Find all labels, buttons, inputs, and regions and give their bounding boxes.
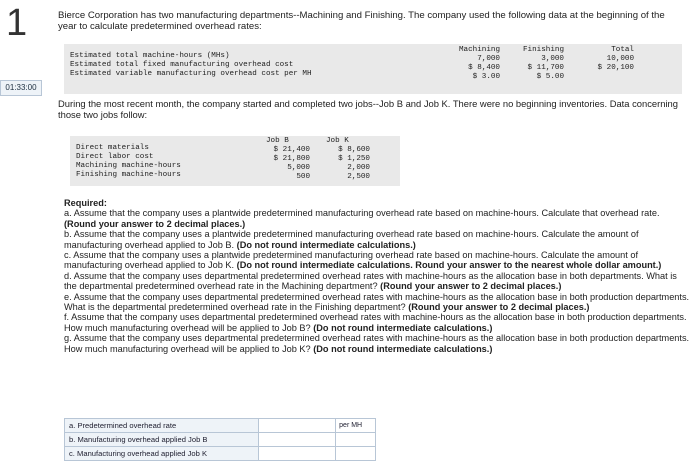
table2-label: Machining machine-hours	[76, 162, 181, 170]
table1-cell: $ 3.00	[472, 73, 500, 81]
table2-cell: 500	[296, 173, 310, 181]
table2-col-job-k	[326, 137, 370, 182]
intro-text: Bierce Corporation has two manufacturing departments--Machining and Finishing. The company used the following data at the beginning of the year to calculate predetermined overhead rates:	[58, 10, 665, 32]
table1-cell: 3,000	[541, 55, 564, 63]
table1-cell: $ 20,100	[597, 64, 634, 72]
answer-unit	[336, 433, 375, 446]
answer-unit: per MH	[339, 422, 363, 429]
table2-label: Direct labor cost	[76, 153, 154, 161]
answer-label: b. Manufacturing overhead applied Job B	[65, 433, 259, 446]
answer-row-b	[65, 433, 375, 447]
table2-cell: 2,000	[347, 164, 370, 172]
table1-label: Estimated total fixed manufacturing overhead cost	[70, 61, 294, 69]
required-item-c	[64, 250, 692, 271]
jobs-data-table	[70, 136, 400, 186]
answer-row-a	[65, 419, 375, 433]
table2-cell: 5,000	[287, 164, 310, 172]
answer-label: c. Manufacturing overhead applied Job K	[65, 447, 259, 460]
table1-cell: $ 11,700	[527, 64, 564, 72]
table1-cell: $ 8,400	[468, 64, 500, 72]
required-item-text: e. Assume that the company uses departmental predetermined overhead rates with machine-hours as the allocation base in both production departments. What is the departmental predetermined overhead rate in the Finishing department?	[64, 291, 690, 313]
table1-header: Machining	[458, 46, 500, 54]
table1-header: Finishing	[522, 46, 564, 54]
table1-cell: $ 5.00	[536, 73, 564, 81]
table1-cell: 7,000	[477, 55, 500, 63]
required-item-e	[64, 292, 692, 313]
required-item-f	[64, 312, 692, 333]
required-item-note: (Round your answer to 2 decimal places.)	[380, 281, 562, 292]
table2-header: Job K	[326, 137, 349, 145]
answer-input-c[interactable]	[259, 447, 336, 460]
required-item-note: (Do not round intermediate calculations.)	[236, 239, 416, 250]
answer-input-b[interactable]	[259, 433, 336, 446]
table1-label: Estimated variable manufacturing overhead cost per MH	[70, 70, 312, 78]
timer-badge: 01:33:00	[0, 80, 42, 96]
table1-col-total	[588, 46, 634, 73]
required-item-b	[64, 229, 692, 250]
required-item-a	[64, 208, 692, 229]
required-item-note: (Do not round intermediate calculations.)	[313, 343, 493, 354]
required-item-note: (Round your answer to 2 decimal places.)	[408, 302, 590, 313]
jobs-intro-text: During the most recent month, the company started and completed two jobs--Job B and Job K. There were no beginning inventories. Data concerning those two jobs follow:	[58, 98, 678, 120]
table2-col-job-b	[266, 137, 310, 182]
table2-label: Direct materials	[76, 144, 149, 152]
required-item-text: d. Assume that the company uses departmental predetermined overhead rates with machine-hours as the allocation base in both departments. What is the departmental predetermined overhead rate in the Machining department?	[64, 270, 677, 292]
table2-cell: 2,500	[347, 173, 370, 181]
required-item-note: (Do not round intermediate calculations. Round your answer to the nearest whole dollar amount.)	[236, 260, 662, 271]
required-item-note: (Do not round intermediate calculations.)	[313, 322, 493, 333]
table1-col-finishing	[512, 46, 564, 82]
required-section	[64, 198, 692, 354]
required-item-text: f. Assume that the company uses departmental predetermined overhead rates with machine-hours as the allocation base in both production departments. How much manufacturing overhead will be applied to Job B?	[64, 312, 687, 333]
table1-col-machining	[452, 46, 500, 82]
required-item-text: c. Assume that the company uses a plantwide predetermined manufacturing overhead rate based on machine-hours. Calculate the amount of manufacturing overhead applied to Job K.	[64, 250, 639, 271]
table1-label: Estimated total machine-hours (MHs)	[70, 52, 230, 60]
required-item-text: g. Assume that the company uses departmental predetermined overhead rates with machine-hours as the allocation base in both production departments. How much manufacturing overhead will be applied to Job K?	[64, 333, 690, 354]
answer-row-c	[65, 447, 375, 460]
required-item-d	[64, 271, 692, 292]
overhead-data-table	[64, 44, 682, 94]
required-item-text: a. Assume that the company uses a plantwide predetermined manufacturing overhead rate based on machine-hours. Calculate that overhead rate.	[64, 208, 660, 219]
required-item-text: b. Assume that the company uses a plantwide predetermined manufacturing overhead rate based on machine-hours. Calculate the amount of manufacturing overhead applied to Job B.	[64, 229, 639, 250]
question-number: 1	[6, 2, 28, 44]
answer-label: a. Predetermined overhead rate	[65, 419, 259, 432]
table2-label: Finishing machine-hours	[76, 171, 181, 179]
table1-cell: 10,000	[606, 55, 634, 63]
required-item-g	[64, 333, 692, 354]
answer-table	[64, 418, 376, 461]
answer-input-a[interactable]	[259, 419, 336, 432]
table1-header: Total	[611, 46, 634, 54]
answer-unit	[336, 447, 375, 460]
table2-cell: $ 1,250	[338, 155, 370, 163]
table1-labels	[70, 52, 312, 79]
table2-cell: $ 21,400	[273, 146, 310, 154]
table2-header: Job B	[266, 137, 289, 145]
required-title: Required:	[64, 198, 107, 208]
table2-cell: $ 8,600	[338, 146, 370, 154]
required-item-note: (Round your answer to 2 decimal places.)	[64, 218, 246, 229]
table2-cell: $ 21,800	[273, 155, 310, 163]
table2-labels	[76, 144, 181, 180]
